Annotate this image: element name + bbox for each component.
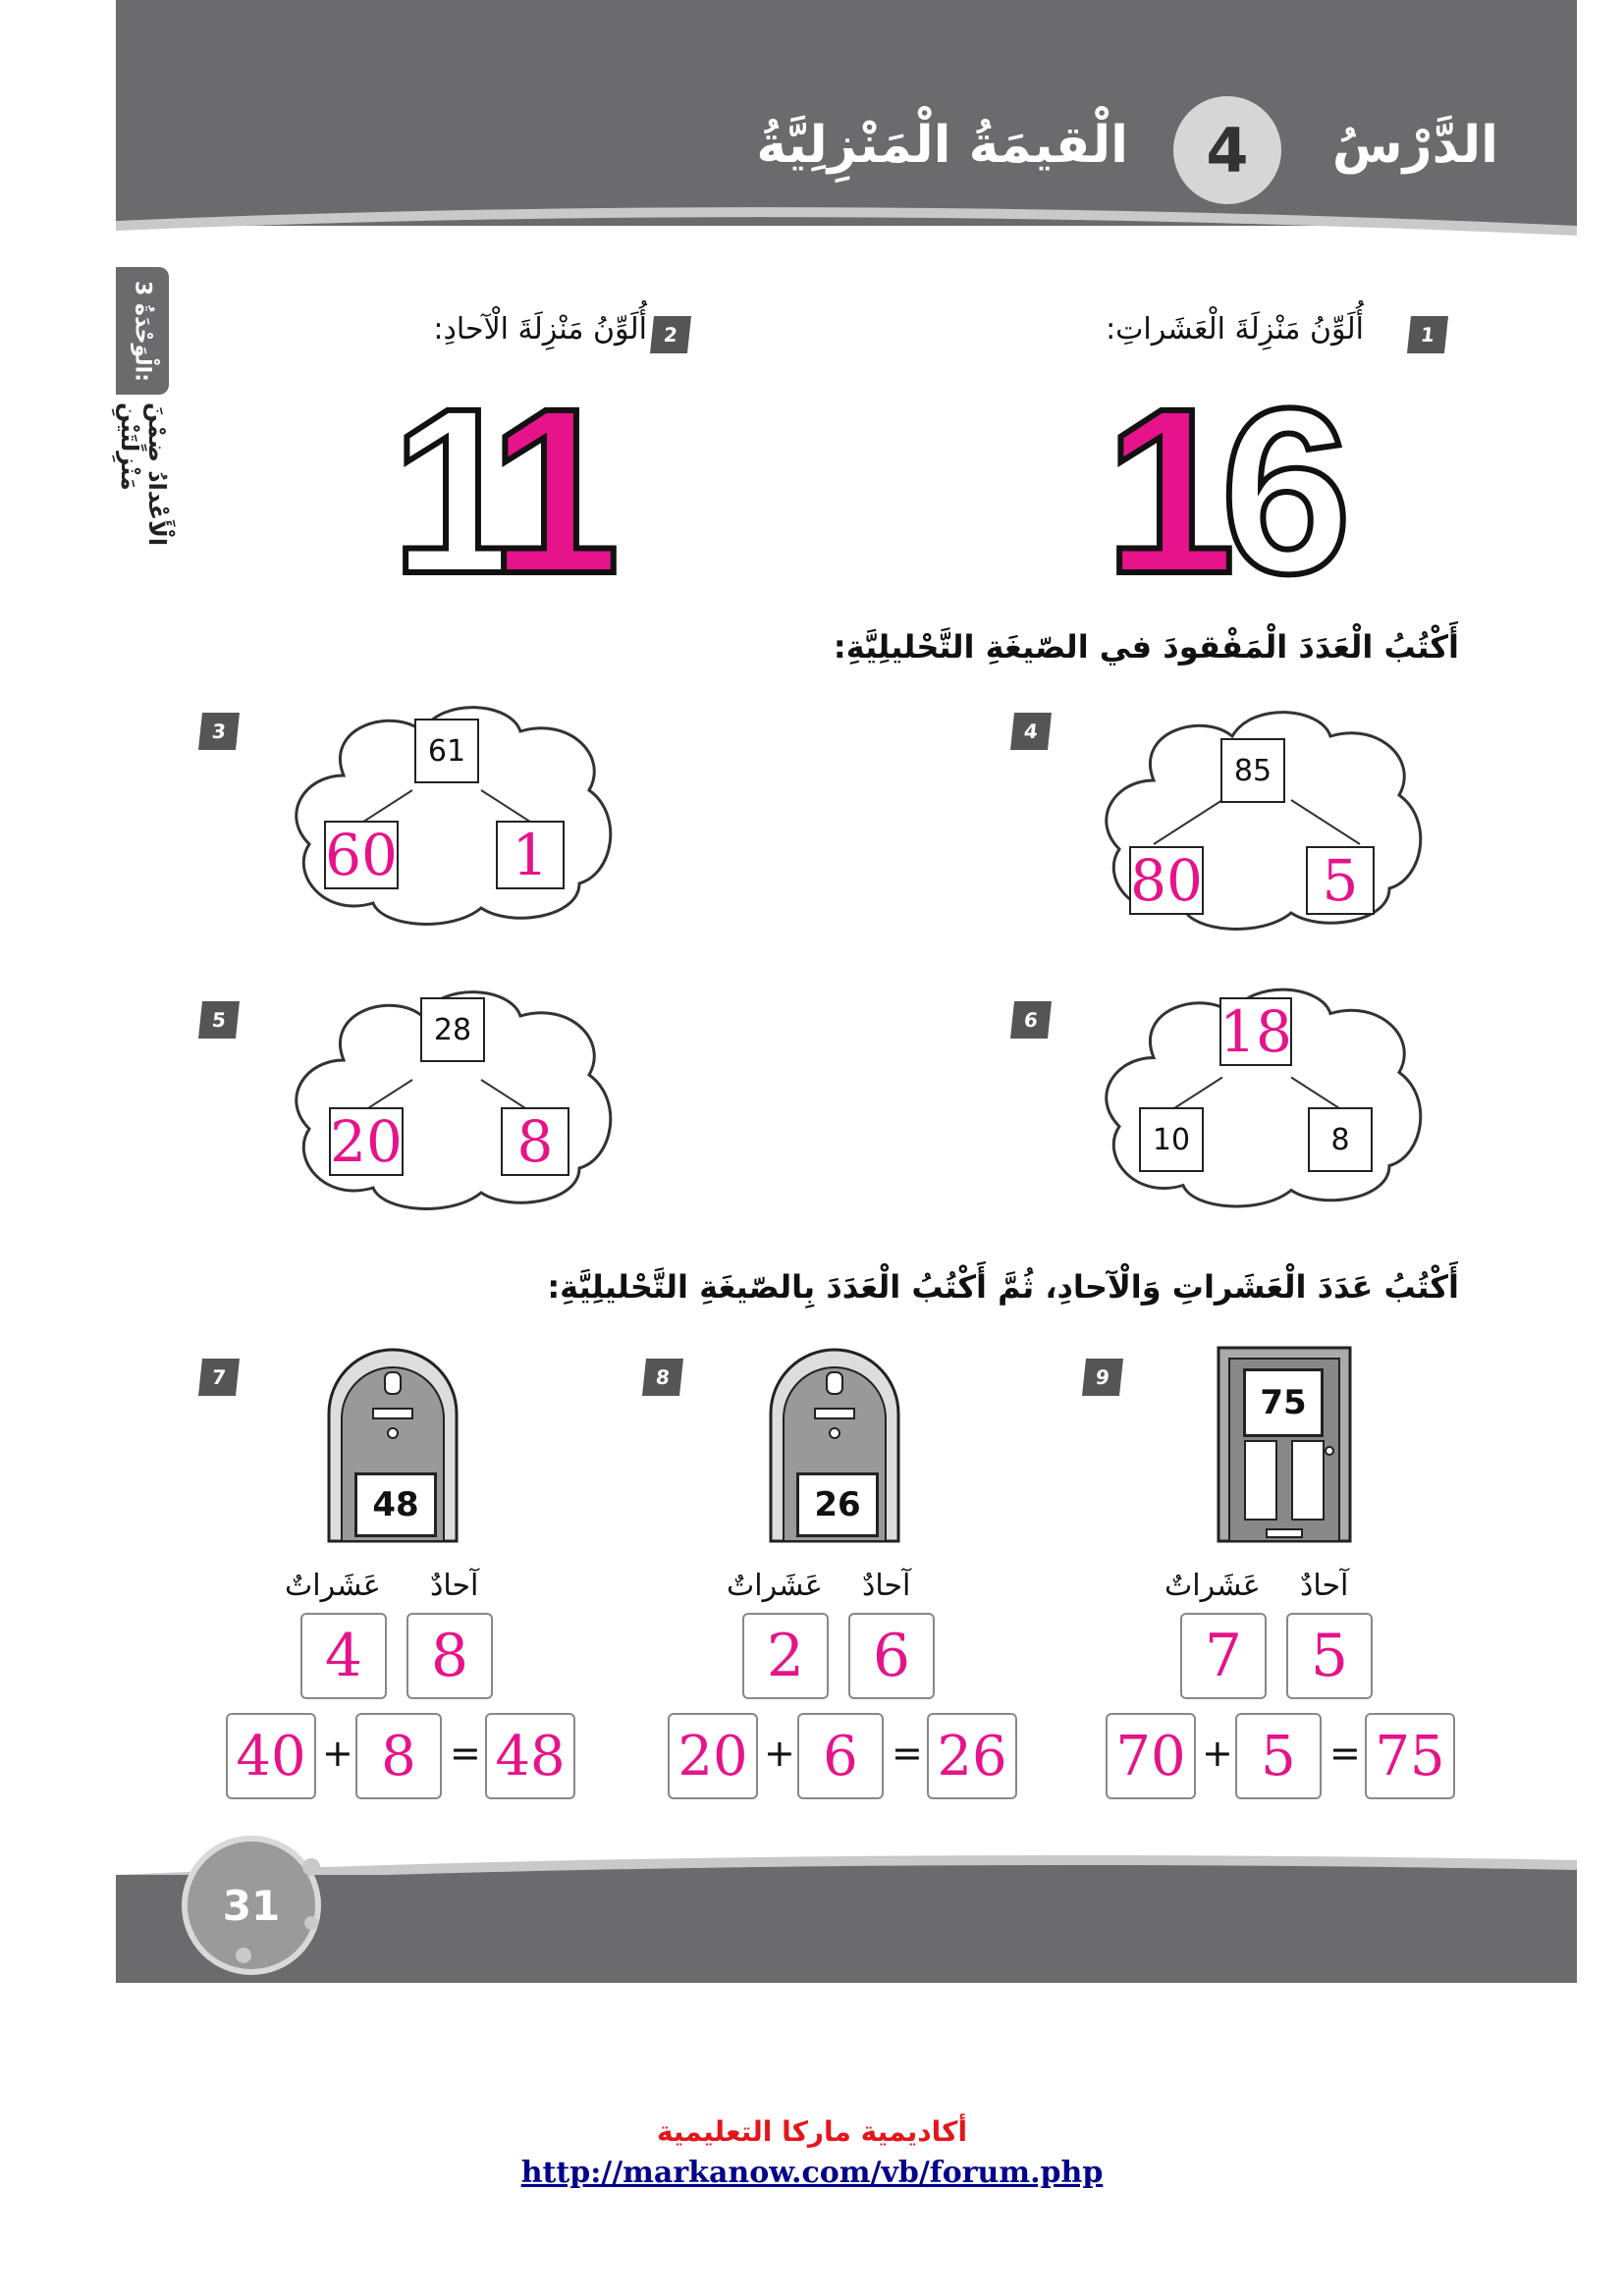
door-8-tens-value[interactable]: 20 <box>668 1713 758 1799</box>
cloud-5-left-answer[interactable]: 20 <box>330 1108 403 1175</box>
question-number-8: 8 <box>642 1359 683 1396</box>
lesson-word: الدَّرْسُ <box>1331 116 1498 175</box>
equals-sign: = <box>1329 1732 1361 1775</box>
tens-label: عَشَراتٌ <box>1164 1569 1261 1603</box>
door-8-number: 26 <box>796 1472 879 1537</box>
door-7-ones-answer[interactable]: 8 <box>406 1613 493 1699</box>
door-8-ones-answer[interactable]: 6 <box>848 1613 935 1699</box>
cloud-5-right-answer[interactable]: 8 <box>501 1107 569 1176</box>
door-8-tens-answer[interactable]: 2 <box>742 1613 829 1699</box>
q2-tens-digit: 1 <box>391 359 522 622</box>
cloud-3-right-answer[interactable]: 1 <box>496 821 565 889</box>
equals-sign: = <box>892 1732 923 1775</box>
ones-label: آحادٌ <box>430 1569 479 1603</box>
ones-label: آحادٌ <box>1300 1569 1349 1603</box>
footer-band <box>116 1875 1577 1983</box>
question-number-2: 2 <box>650 316 691 353</box>
door-9-tens-value[interactable]: 70 <box>1106 1713 1196 1799</box>
cloud-6-whole-answer[interactable]: 18 <box>1219 998 1292 1065</box>
decor-dot <box>236 1948 251 1963</box>
header-band <box>116 0 1577 226</box>
tens-label: عَشَراتٌ <box>727 1569 823 1603</box>
section2-title: أَكْتُبُ عَدَدَ الْعَشَراتِ وَالْآحادِ، ثُمَّ أَكْتُبُ الْعَدَدَ بِالصّيغَةِ التَّحْليلِيَّةِ: <box>547 1268 1459 1306</box>
door-9-total[interactable]: 75 <box>1365 1713 1455 1799</box>
cloud-6-right: 8 <box>1308 1107 1373 1172</box>
equals-sign: = <box>450 1732 481 1775</box>
question-number-1: 1 <box>1407 316 1448 353</box>
q2-instruction: أُلَوِّنُ مَنْزِلَةَ الْآحادِ: <box>433 312 647 347</box>
cloud-5-whole: 28 <box>420 997 485 1062</box>
door-8-ones-value[interactable]: 6 <box>797 1713 884 1799</box>
plus-sign: + <box>1202 1732 1233 1775</box>
door-7-ones-value[interactable]: 8 <box>355 1713 442 1799</box>
question-number-6: 6 <box>1010 1001 1052 1039</box>
q1-number-16[interactable] <box>1105 359 1360 622</box>
cloud-3-left-answer[interactable]: 60 <box>325 822 398 888</box>
door-7-tens-value[interactable]: 40 <box>226 1713 316 1799</box>
question-number-9: 9 <box>1082 1359 1123 1396</box>
door-9-number: 75 <box>1243 1368 1324 1437</box>
unit-name: الْأَعْدادُ ضِمْنَ مَنْزِلَتَيْنِ <box>116 402 171 547</box>
cloud-4-right-answer[interactable]: 5 <box>1306 846 1375 915</box>
q1-tens-digit: 1 <box>1105 359 1236 622</box>
academy-name: أكاديمية ماركا التعليمية <box>656 2115 968 2148</box>
header-curve <box>116 201 1577 260</box>
section1-title: أَكْتُبُ الْعَدَدَ الْمَفْقودَ في الصّيغَةِ التَّحْليلِيَّةِ: <box>833 628 1459 666</box>
q1-instruction: أُلَوِّنُ مَنْزِلَةَ الْعَشَراتِ: <box>1106 312 1364 347</box>
door-9-ones-value[interactable]: 5 <box>1235 1713 1322 1799</box>
q2-ones-digit: 1 <box>489 359 621 622</box>
question-number-7: 7 <box>198 1359 240 1396</box>
lesson-number-badge: 4 <box>1173 96 1281 204</box>
question-number-5: 5 <box>198 1001 240 1039</box>
door-8-total[interactable]: 26 <box>927 1713 1017 1799</box>
door-7-number: 48 <box>354 1472 437 1537</box>
question-number-3: 3 <box>198 713 240 750</box>
cloud-4-left-answer[interactable]: 80 <box>1130 847 1203 914</box>
door-9-tens-answer[interactable]: 7 <box>1180 1613 1267 1699</box>
tens-label: عَشَراتٌ <box>285 1569 381 1603</box>
forum-link[interactable]: http://markanow.com/vb/forum.php <box>520 2156 1104 2190</box>
door-9-ones-answer[interactable]: 5 <box>1286 1613 1373 1699</box>
plus-sign: + <box>764 1732 795 1775</box>
cloud-6-left: 10 <box>1139 1107 1204 1172</box>
plus-sign: + <box>322 1732 353 1775</box>
q1-ones-digit: 6 <box>1220 359 1352 622</box>
unit-label: الْوَحْدَةُ 3: <box>130 281 155 382</box>
decor-dot <box>302 1858 320 1876</box>
lesson-title: الْقيمَةُ الْمَنْزِلِيَّةُ <box>756 116 1128 175</box>
ones-label: آحادٌ <box>862 1569 911 1603</box>
door-7-tens-answer[interactable]: 4 <box>300 1613 387 1699</box>
cloud-4-whole: 85 <box>1220 738 1285 803</box>
page-number: 31 <box>182 1836 321 1975</box>
question-number-4: 4 <box>1010 713 1052 750</box>
q2-number-11[interactable] <box>391 359 621 622</box>
door-7-total[interactable]: 48 <box>485 1713 575 1799</box>
cloud-3-whole: 61 <box>414 719 479 783</box>
decor-dot <box>304 1916 318 1930</box>
